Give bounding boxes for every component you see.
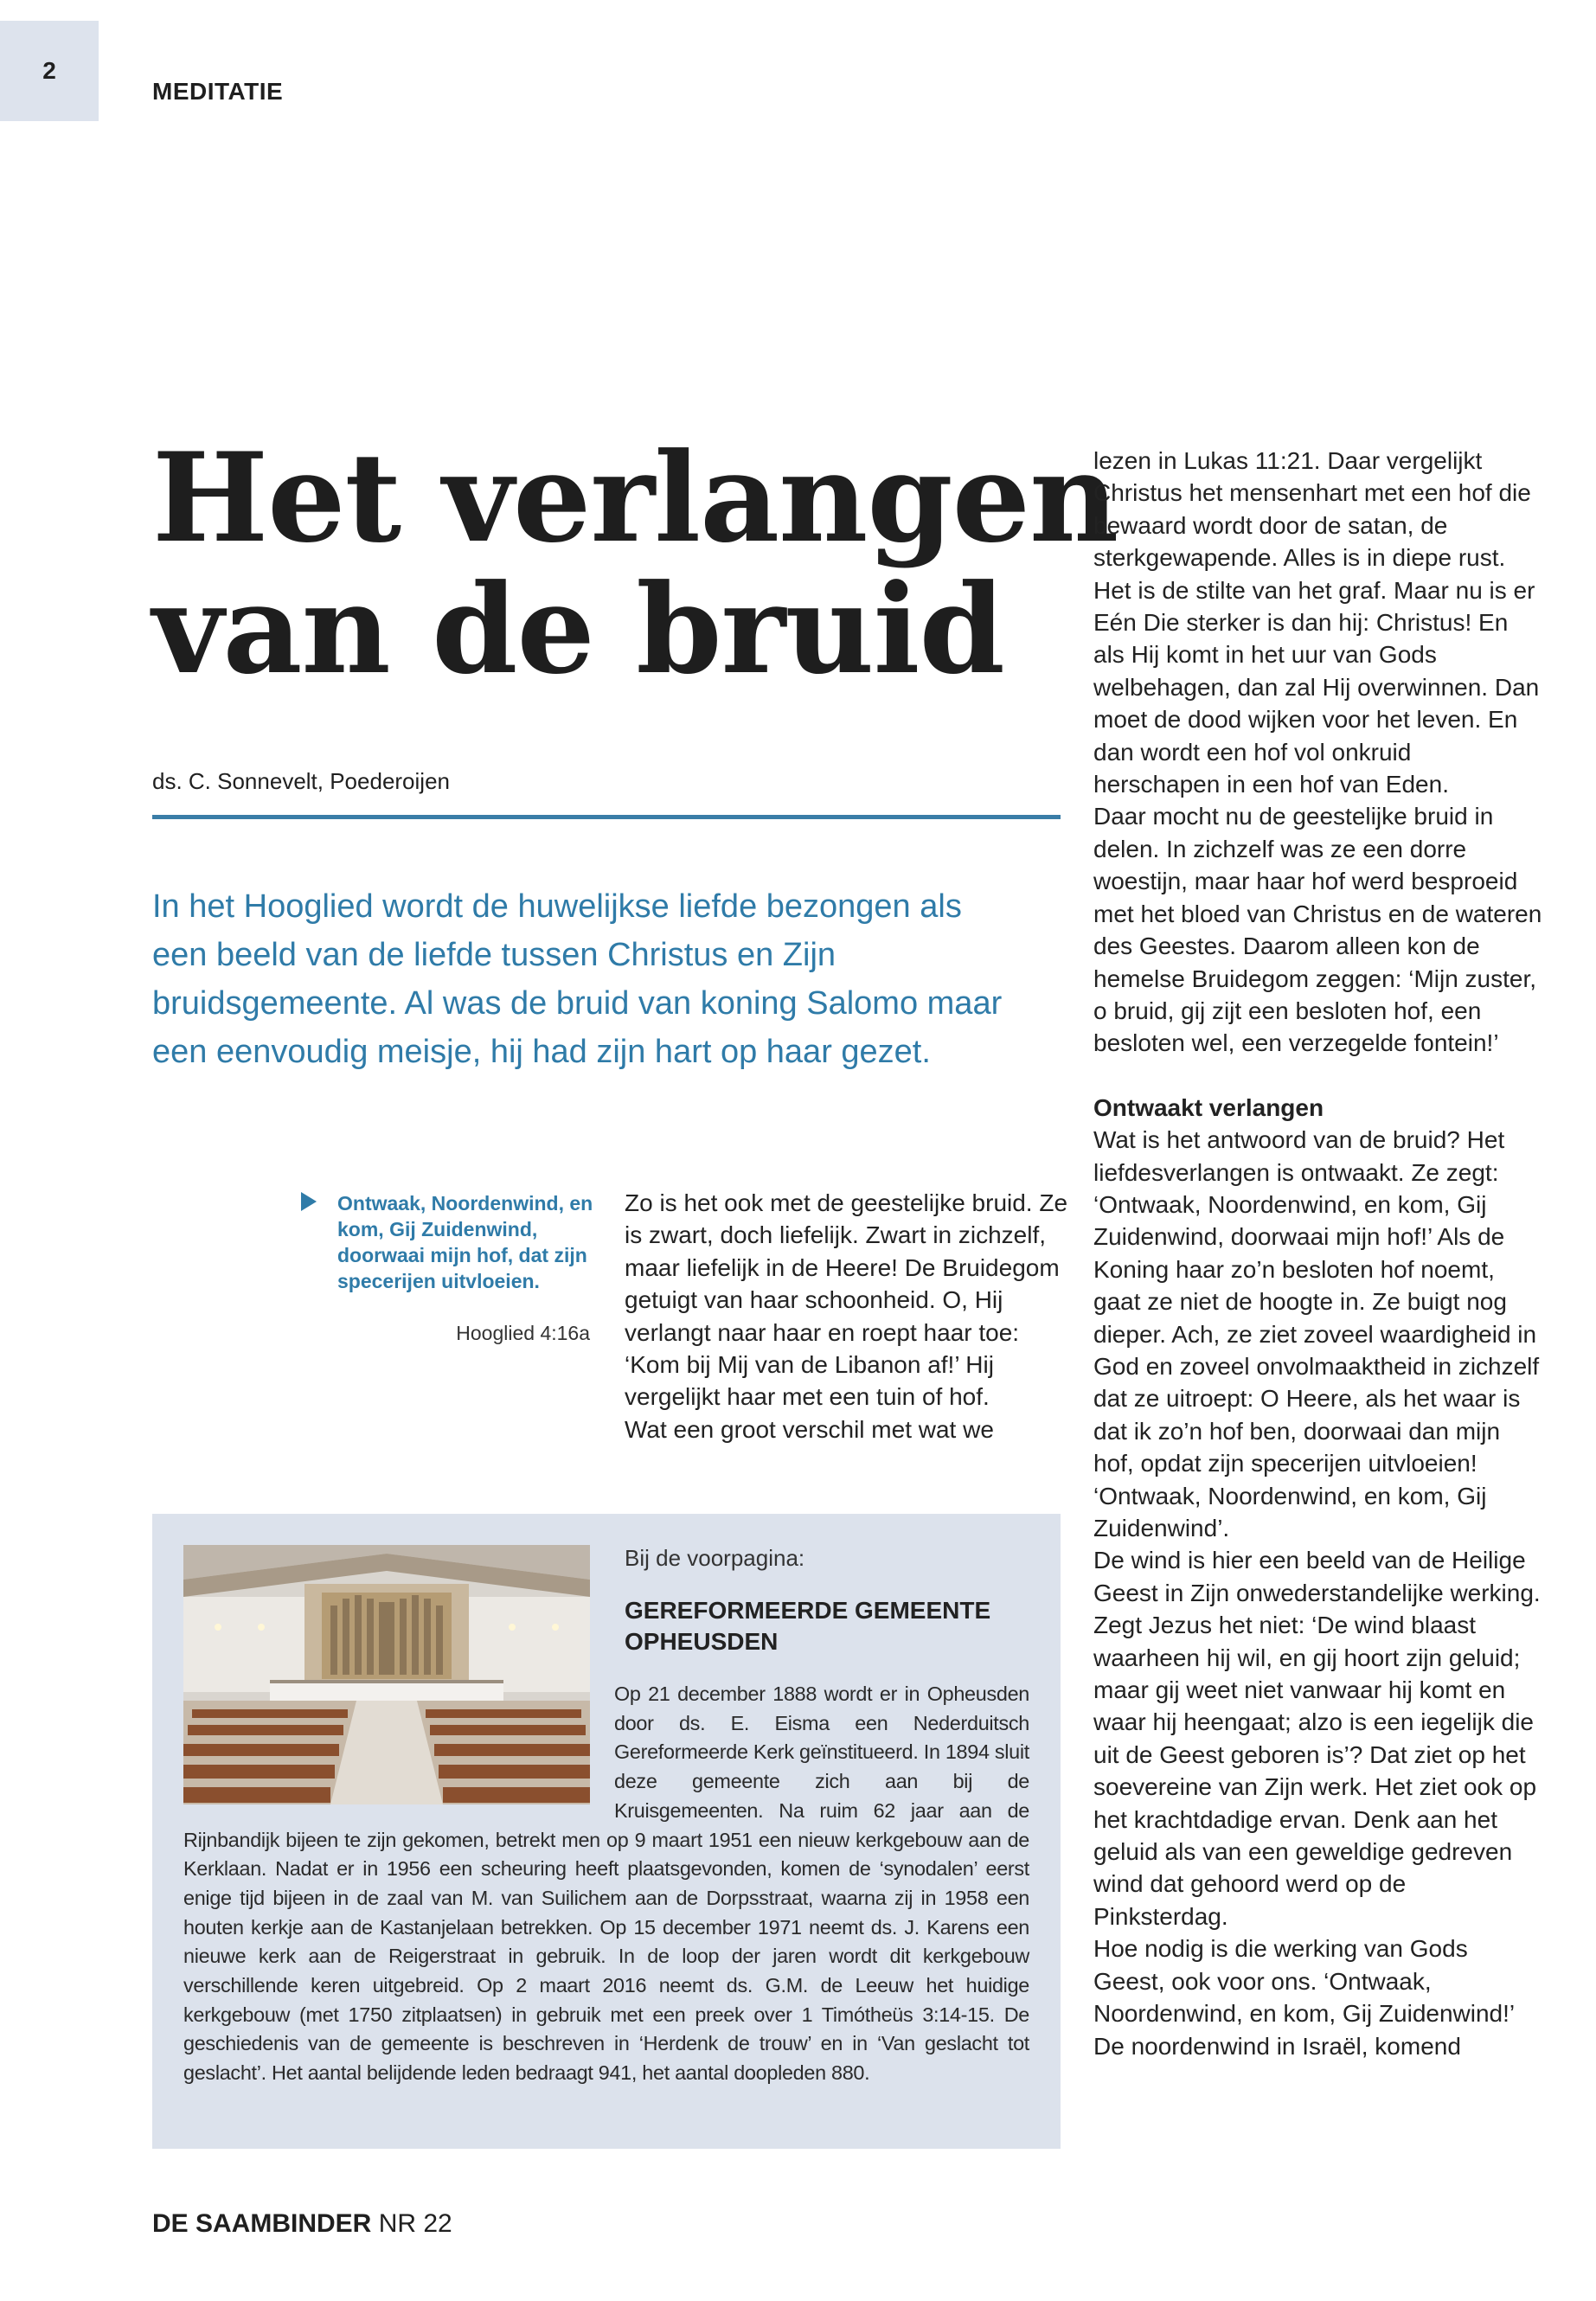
box-body <box>183 1680 1029 2088</box>
article-title <box>152 426 1118 702</box>
section-label: MEDITATIE <box>152 78 284 105</box>
photo-float-spacer <box>183 1680 614 1822</box>
body-paragraph: De wind is hier een beeld van de Heilige Geest in Zijn onwederstandelijke werking. Zegt Jezus het niet: ‘De wind blaast waarheen hij wil, en gij hoort zijn geluid; maar gij weet niet vanwaar hij komt en waar hij heengaat; alzo is een iegelijk die uit de Geest geboren is’? Dat ziet op het soevereine van Zijn werk. Het ziet ook op het krachtdadige ervan. Denk aan het geluid als van een geweldige gedreven wind dat gehoord werd op de Pinksterdag. <box>1093 1547 1541 1930</box>
box-kicker: Bij de voorpagina: <box>625 1545 805 1571</box>
issue-number: NR 22 <box>378 2209 452 2238</box>
pull-quote: Ontwaak, Noordenwind, en kom, Gij Zuidenwind, doorwaai mijn hof, dat zijn specerijen uitvloeien. <box>337 1192 593 1292</box>
body-column-3 <box>1093 445 1543 2062</box>
body-paragraph: Wat een groot verschil met wat we <box>625 1415 994 1443</box>
subheading: Ontwaakt verlangen <box>1093 1093 1324 1121</box>
body-paragraph: Hoe nodig is die werking van Gods Geest, ook voor ons. ‘Ontwaak, Noordenwind, en kom, Gij Zuidenwind!’ <box>1093 1935 1516 2028</box>
body-paragraph: lezen in Lukas 11:21. Daar vergelijkt Christus het mensenhart met een hof die bewaard wordt door de satan, de sterkgewapende. Alles is in diepe rust. Het is de stilte van het graf. Maar nu is er Eén Die sterker is dan hij: Christus! En als Hij komt in het uur van Gods welbehagen, dan zal Hij overwinnen. Dan moet de dood wijken voor het leven. En dan wordt een hof vol onkruid herschapen in een hof van Eden. <box>1093 447 1540 798</box>
box-body-text: Op 21 december 1888 wordt er in Opheusden door ds. E. Eisma een Nederduitsch Gereformeerde Kerk geïnstitueerd. In 1894 sluit deze gemeente zich aan bij de Kruisgemeenten. Na ruim 62 jaar aan de Rijnbandijk bijeen te zijn gekomen, betrekt men op 9 maart 1951 een nieuw kerkgebouw aan de Kerklaan. Nadat er in 1956 een scheuring heeft plaatsgevonden, komen de ‘synodalen’ eerst enige tijd bijeen in de zaal van M. van Suilichem aan de Dorpsstraat, waarna zij in 1958 een houten kerkje aan de Kastanjelaan betrekken. Op 15 december 1971 neemt ds. J. Karens een nieuwe kerk aan de Reigerstraat in gebruik. In de loop der jaren wordt dit kerkgebouw verschillende keren uitgebreid. Op 2 maart 2016 neemt ds. G.M. de Leeuw het huidige kerkgebouw (met 1750 zitplaatsen) in gebruik met een preek over 1 Timótheüs 3:14-15. De geschiedenis van de gemeente is beschreven in ‘Herdenk de trouw’ en in ‘Van geslacht tot geslacht’. Het aantal belijdende leden bedraagt 941, het aantal doopleden 880. <box>183 1682 1029 2085</box>
intro-paragraph: In het Hooglied wordt de huwelijkse liefde bezongen als een beeld van de liefde tussen Christus en Zijn bruidsgemeente. Al was de bruid van koning Salomo maar een eenvoudig meisje, hij had zijn hart op haar gezet. <box>152 888 1003 1070</box>
title-line-1: Het verlangen <box>152 426 1118 570</box>
title-divider <box>152 815 1061 819</box>
play-arrow-icon <box>301 1192 317 1211</box>
page-footer <box>152 2209 452 2239</box>
body-paragraph: Wat is het antwoord van de bruid? Het liefdesverlangen is ontwaakt. Ze zegt: ‘Ontwaak, Noordenwind, en kom, Gij Zuidenwind, doorwaai mijn hof!’ Als de Koning haar zo’n besloten hof noemt, gaat ze niet de hoogte in. Ze buigt nog dieper. Ach, ze ziet zoveel waardigheid in God en zoveel onvolmaaktheid in zichzelf dat ze uitroept: O Heere, als het waar is dat ik zo’n hof ben, doorwaai dan mijn hof, opdat zijn specerijen uitvloeien! ‘Ontwaak, Noordenwind, en kom, Gij Zuidenwind’. <box>1093 1126 1540 1541</box>
page-number: 2 <box>0 21 99 121</box>
body-paragraph: De noordenwind in Israël, komend <box>1093 2032 1461 2060</box>
author-byline: ds. C. Sonnevelt, Poederoijen <box>152 768 450 794</box>
body-paragraph: Zo is het ook met de geestelijke bruid. Ze is zwart, doch liefelijk. Zwart in zichzelf, maar liefelijk in de Heere! De Bruidegom getuigt van haar schoonheid. O, Hij verlangt naar haar en roept haar toe: ‘Kom bij Mij van de Libanon af!’ Hij vergelijkt haar met een tuin of hof. <box>625 1189 1068 1411</box>
box-title: GEREFORMEERDE GEMEENTE OPHEUSDEN <box>625 1597 991 1655</box>
body-paragraph: Daar mocht nu de geestelijke bruid in delen. In zichzelf was ze een dorre woestijn, maar haar hof werd besproeid met het bloed van Christus en de wateren des Geestes. Daarom alleen kon de hemelse Bruidegom zeggen: ‘Mijn zuster, o bruid, gij zijt een besloten hof, een besloten wel, een verzegelde fontein!’ <box>1093 803 1542 1057</box>
magazine-name: DE SAAMBINDER <box>152 2209 372 2238</box>
quote-reference: Hooglied 4:16a <box>456 1322 590 1344</box>
title-line-2: van de bruid <box>152 558 1004 702</box>
paragraph-spacer <box>1093 1060 1543 1092</box>
body-column-2 <box>625 1187 1074 1445</box>
